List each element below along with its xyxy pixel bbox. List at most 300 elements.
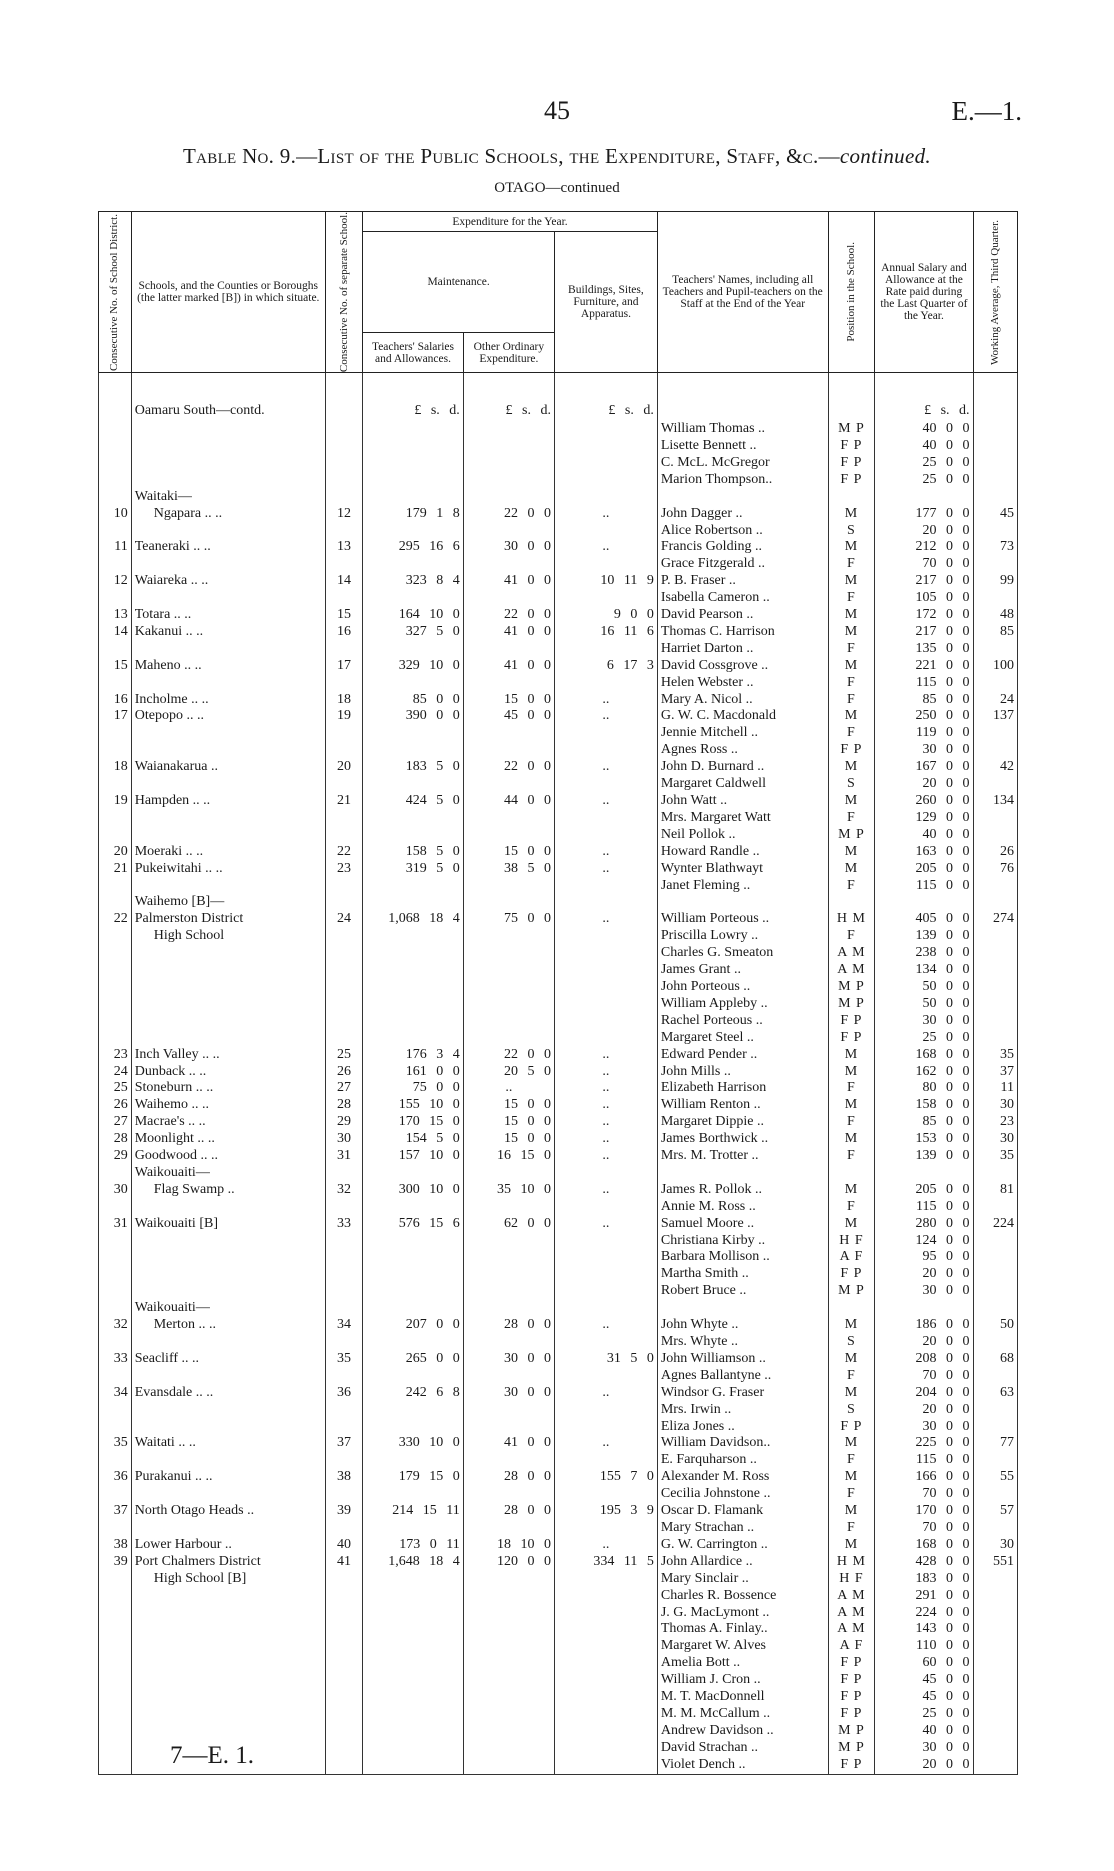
teacher-name: Alexander M. Ross [657, 1469, 828, 1486]
salaries [363, 472, 464, 489]
school-name [131, 945, 325, 962]
teacher-name: Jennie Mitchell .. [657, 725, 828, 742]
buildings: 10 11 9 [554, 573, 657, 590]
position: M [828, 1537, 875, 1554]
annual-salary: 40 0 0 [875, 421, 973, 438]
buildings [554, 827, 657, 844]
other-expenditure [463, 725, 554, 742]
position: F [828, 1148, 875, 1165]
teacher-name: Elizabeth Harrison [657, 1080, 828, 1097]
buildings: .. [554, 1114, 657, 1131]
school-name: Waihemo [B]— [131, 894, 325, 911]
teacher-name: Amelia Bott .. [657, 1655, 828, 1672]
school-no [325, 1588, 362, 1605]
position: A M [828, 945, 875, 962]
school-name: Port Chalmers District [131, 1554, 325, 1571]
annual-salary: 30 0 0 [875, 1283, 973, 1300]
working-average: 50 [973, 1317, 1017, 1334]
school-no [325, 1283, 362, 1300]
school-name [131, 742, 325, 759]
school-no [325, 1165, 362, 1182]
position: F [828, 810, 875, 827]
annual-salary: 238 0 0 [875, 945, 973, 962]
other-expenditure [463, 556, 554, 573]
working-average [973, 742, 1017, 759]
district-no: 15 [99, 658, 132, 675]
table-row [99, 506, 1018, 523]
working-average: 77 [973, 1435, 1017, 1452]
annual-salary: 85 0 0 [875, 1114, 973, 1131]
annual-salary: 153 0 0 [875, 1131, 973, 1148]
school-no [325, 1266, 362, 1283]
position: F P [828, 1706, 875, 1723]
salaries [363, 894, 464, 911]
school-no [325, 1706, 362, 1723]
annual-salary: 40 0 0 [875, 1723, 973, 1740]
other-expenditure [463, 928, 554, 945]
annual-salary: 45 0 0 [875, 1689, 973, 1706]
teacher-name: Thomas A. Finlay.. [657, 1621, 828, 1638]
salaries [363, 421, 464, 438]
other-expenditure [463, 641, 554, 658]
working-average [973, 1013, 1017, 1030]
annual-salary: 40 0 0 [875, 827, 973, 844]
page-number: 45 [544, 96, 570, 125]
school-name: Hampden .. .. [131, 793, 325, 810]
position: F [828, 641, 875, 658]
buildings: .. [554, 1148, 657, 1165]
other-expenditure: .. [463, 1080, 554, 1097]
other-expenditure [463, 1655, 554, 1672]
working-average [973, 1723, 1017, 1740]
district-no: 20 [99, 844, 132, 861]
table-row [99, 945, 1018, 962]
salaries [363, 1621, 464, 1638]
table-row [99, 1283, 1018, 1300]
district-no: 18 [99, 759, 132, 776]
header-teachers: Teachers' Names, including all Teachers and Pupil-teachers on the Staff at the End of the Year [657, 212, 828, 373]
buildings [554, 641, 657, 658]
table-row [99, 692, 1018, 709]
other-expenditure [463, 827, 554, 844]
position: M P [828, 996, 875, 1013]
district-no [99, 1655, 132, 1672]
district-no: 10 [99, 506, 132, 523]
buildings [554, 1419, 657, 1436]
annual-salary: 166 0 0 [875, 1469, 973, 1486]
salaries [363, 1706, 464, 1723]
position: S [828, 776, 875, 793]
buildings [554, 455, 657, 472]
school-no [325, 1030, 362, 1047]
buildings: .. [554, 1182, 657, 1199]
position: M [828, 1216, 875, 1233]
annual-salary: 70 0 0 [875, 1368, 973, 1385]
teacher-name: Helen Webster .. [657, 675, 828, 692]
district-no [99, 1452, 132, 1469]
other-expenditure [463, 1672, 554, 1689]
district-no [99, 1283, 132, 1300]
table-row [99, 776, 1018, 793]
school-no [325, 438, 362, 455]
position: F [828, 1368, 875, 1385]
school-name: Waikouaiti— [131, 1165, 325, 1182]
school-no [325, 556, 362, 573]
school-name [131, 1199, 325, 1216]
working-average: 551 [973, 1554, 1017, 1571]
working-average [973, 556, 1017, 573]
working-average [973, 1165, 1017, 1182]
school-name [131, 1672, 325, 1689]
salaries [363, 641, 464, 658]
annual-salary: 221 0 0 [875, 658, 973, 675]
other-expenditure: 41 0 0 [463, 658, 554, 675]
annual-salary: 60 0 0 [875, 1655, 973, 1672]
position [828, 489, 875, 506]
school-no: 36 [325, 1385, 362, 1402]
school-no: 21 [325, 793, 362, 810]
working-average [973, 472, 1017, 489]
working-average: 137 [973, 708, 1017, 725]
salaries: 323 8 4 [363, 573, 464, 590]
position: M P [828, 979, 875, 996]
buildings [554, 1638, 657, 1655]
working-average [973, 1249, 1017, 1266]
school-name: Waianakarua .. [131, 759, 325, 776]
school-name: Flag Swamp .. [131, 1182, 325, 1199]
buildings [554, 725, 657, 742]
other-expenditure: 30 0 0 [463, 1385, 554, 1402]
annual-salary: 115 0 0 [875, 1199, 973, 1216]
school-name: Macrae's .. .. [131, 1114, 325, 1131]
table-row [99, 861, 1018, 878]
table-row [99, 1249, 1018, 1266]
buildings: .. [554, 1047, 657, 1064]
working-average: 73 [973, 539, 1017, 556]
buildings: .. [554, 844, 657, 861]
other-expenditure: 41 0 0 [463, 624, 554, 641]
school-no [325, 1723, 362, 1740]
school-name [131, 1655, 325, 1672]
teacher-name: G. W. Carrington .. [657, 1537, 828, 1554]
header-position: Position in the School. [828, 212, 875, 373]
table-row [99, 1216, 1018, 1233]
position: F P [828, 1689, 875, 1706]
salaries: 330 10 0 [363, 1435, 464, 1452]
other-expenditure [463, 996, 554, 1013]
working-average [973, 1266, 1017, 1283]
table-title [0, 144, 1114, 169]
school-no [325, 472, 362, 489]
district-no: 30 [99, 1182, 132, 1199]
table-row [99, 1689, 1018, 1706]
other-expenditure [463, 1706, 554, 1723]
buildings: .. [554, 911, 657, 928]
school-no [325, 1740, 362, 1757]
annual-salary: 25 0 0 [875, 455, 973, 472]
table-row [99, 1571, 1018, 1588]
position: F P [828, 455, 875, 472]
position [828, 1165, 875, 1182]
school-no: 34 [325, 1317, 362, 1334]
other-expenditure [463, 1165, 554, 1182]
working-average: 99 [973, 573, 1017, 590]
annual-salary: 250 0 0 [875, 708, 973, 725]
position [828, 1300, 875, 1317]
working-average [973, 827, 1017, 844]
teacher-name: P. B. Fraser .. [657, 573, 828, 590]
salaries [363, 1655, 464, 1672]
salaries [363, 1588, 464, 1605]
working-average: 81 [973, 1182, 1017, 1199]
district-no [99, 1402, 132, 1419]
salaries [363, 725, 464, 742]
school-name [131, 523, 325, 540]
school-name: Teaneraki .. .. [131, 539, 325, 556]
district-no: 17 [99, 708, 132, 725]
table-row [99, 962, 1018, 979]
school-no [325, 1571, 362, 1588]
annual-salary: 204 0 0 [875, 1385, 973, 1402]
table-row [99, 1605, 1018, 1622]
teacher-name [657, 894, 828, 911]
salaries: 155 10 0 [363, 1097, 464, 1114]
working-average [973, 1706, 1017, 1723]
school-no [325, 1402, 362, 1419]
annual-salary: 167 0 0 [875, 759, 973, 776]
buildings [554, 979, 657, 996]
school-name [131, 1723, 325, 1740]
buildings: 9 0 0 [554, 607, 657, 624]
annual-salary: 50 0 0 [875, 996, 973, 1013]
school-name: Waihemo .. .. [131, 1097, 325, 1114]
district-no [99, 810, 132, 827]
school-name [131, 641, 325, 658]
annual-salary: 208 0 0 [875, 1351, 973, 1368]
salaries [363, 1402, 464, 1419]
working-average: 23 [973, 1114, 1017, 1131]
position: F P [828, 1266, 875, 1283]
working-average: 63 [973, 1385, 1017, 1402]
other-expenditure: 22 0 0 [463, 607, 554, 624]
salaries: 183 5 0 [363, 759, 464, 776]
school-no: 20 [325, 759, 362, 776]
working-average: 68 [973, 1351, 1017, 1368]
district-no: 33 [99, 1351, 132, 1368]
school-name: Waikouaiti— [131, 1300, 325, 1317]
school-name [131, 878, 325, 895]
schools-table [98, 211, 1018, 1775]
teacher-name: Mrs. Irwin .. [657, 1402, 828, 1419]
other-expenditure: 18 10 0 [463, 1537, 554, 1554]
buildings [554, 556, 657, 573]
district-no [99, 1249, 132, 1266]
salaries [363, 1452, 464, 1469]
table-row [99, 742, 1018, 759]
salaries [363, 1030, 464, 1047]
teacher-name: Eliza Jones .. [657, 1419, 828, 1436]
other-expenditure: 41 0 0 [463, 573, 554, 590]
table-row [99, 1452, 1018, 1469]
buildings: .. [554, 861, 657, 878]
district-no: 34 [99, 1385, 132, 1402]
unit-annual: £ s. d. [875, 401, 973, 421]
position: M P [828, 421, 875, 438]
salaries [363, 962, 464, 979]
buildings [554, 1283, 657, 1300]
working-average [973, 641, 1017, 658]
buildings [554, 1199, 657, 1216]
school-name: Waitati .. .. [131, 1435, 325, 1452]
annual-salary: 20 0 0 [875, 1266, 973, 1283]
annual-salary: 30 0 0 [875, 742, 973, 759]
school-no [325, 725, 362, 742]
district-no [99, 725, 132, 742]
other-expenditure [463, 962, 554, 979]
salaries [363, 1233, 464, 1250]
other-expenditure [463, 1199, 554, 1216]
buildings: .. [554, 1317, 657, 1334]
teacher-name: Charles R. Bossence [657, 1588, 828, 1605]
position: M [828, 1503, 875, 1520]
district-no [99, 1419, 132, 1436]
school-no: 33 [325, 1216, 362, 1233]
salaries: 214 15 11 [363, 1503, 464, 1520]
buildings: .. [554, 1435, 657, 1452]
table-row [99, 725, 1018, 742]
school-no [325, 1520, 362, 1537]
other-expenditure [463, 489, 554, 506]
teacher-name: C. McL. McGregor [657, 455, 828, 472]
salaries [363, 590, 464, 607]
school-name [131, 979, 325, 996]
position: S [828, 1334, 875, 1351]
school-name [131, 438, 325, 455]
salaries [363, 810, 464, 827]
position: F [828, 675, 875, 692]
school-name: Palmerston District [131, 911, 325, 928]
position: F [828, 1114, 875, 1131]
table-body [99, 373, 1018, 1775]
school-no [325, 1452, 362, 1469]
other-expenditure: 15 0 0 [463, 692, 554, 709]
school-no [325, 996, 362, 1013]
school-no [325, 810, 362, 827]
school-no: 27 [325, 1080, 362, 1097]
school-name [131, 1588, 325, 1605]
salaries [363, 878, 464, 895]
school-name: Totara .. .. [131, 607, 325, 624]
working-average [973, 1638, 1017, 1655]
district-no [99, 1689, 132, 1706]
buildings [554, 810, 657, 827]
position: F [828, 1486, 875, 1503]
teacher-name: William Davidson.. [657, 1435, 828, 1452]
salaries: 300 10 0 [363, 1182, 464, 1199]
table-row [99, 421, 1018, 438]
working-average [973, 489, 1017, 506]
position: F [828, 1520, 875, 1537]
table-row [99, 1013, 1018, 1030]
table-row [99, 1300, 1018, 1317]
table-row [99, 1655, 1018, 1672]
school-no [325, 1300, 362, 1317]
table-row [99, 590, 1018, 607]
other-expenditure [463, 1740, 554, 1757]
salaries [363, 1672, 464, 1689]
table-row [99, 472, 1018, 489]
position: F [828, 590, 875, 607]
district-no [99, 776, 132, 793]
annual-salary: 280 0 0 [875, 1216, 973, 1233]
salaries [363, 1419, 464, 1436]
teacher-name: John Allardice .. [657, 1554, 828, 1571]
working-average: 30 [973, 1131, 1017, 1148]
buildings [554, 1605, 657, 1622]
salaries: 85 0 0 [363, 692, 464, 709]
working-average [973, 996, 1017, 1013]
position: F [828, 878, 875, 895]
working-average [973, 1283, 1017, 1300]
table-row [99, 489, 1018, 506]
teacher-name: William Appleby .. [657, 996, 828, 1013]
school-name: Kakanui .. .. [131, 624, 325, 641]
district-no [99, 1706, 132, 1723]
school-name [131, 1233, 325, 1250]
annual-salary: 260 0 0 [875, 793, 973, 810]
salaries [363, 1300, 464, 1317]
table-row [99, 894, 1018, 911]
table-row [99, 1097, 1018, 1114]
teacher-name: James R. Pollok .. [657, 1182, 828, 1199]
buildings [554, 878, 657, 895]
school-no [325, 1655, 362, 1672]
teacher-name: Neil Pollok .. [657, 827, 828, 844]
working-average: 55 [973, 1469, 1017, 1486]
salaries [363, 1571, 464, 1588]
teacher-name: Margaret Caldwell [657, 776, 828, 793]
position: M [828, 607, 875, 624]
annual-salary: 45 0 0 [875, 1672, 973, 1689]
salaries [363, 827, 464, 844]
salaries [363, 1605, 464, 1622]
teacher-name: Robert Bruce .. [657, 1283, 828, 1300]
school-name [131, 725, 325, 742]
working-average [973, 590, 1017, 607]
annual-salary: 139 0 0 [875, 928, 973, 945]
annual-salary: 70 0 0 [875, 1486, 973, 1503]
position: A F [828, 1638, 875, 1655]
district-no [99, 556, 132, 573]
footer-signature: 7—E. 1. [170, 1742, 255, 1769]
annual-salary: 217 0 0 [875, 573, 973, 590]
salaries [363, 1740, 464, 1757]
table-row [99, 844, 1018, 861]
salaries: 327 5 0 [363, 624, 464, 641]
school-no [325, 979, 362, 996]
working-average [973, 928, 1017, 945]
school-no [325, 421, 362, 438]
table-row [99, 539, 1018, 556]
buildings [554, 1571, 657, 1588]
school-name: Stoneburn .. .. [131, 1080, 325, 1097]
district-no: 13 [99, 607, 132, 624]
unit-salaries: £ s. d. [363, 401, 464, 421]
position: M P [828, 827, 875, 844]
other-expenditure [463, 1419, 554, 1436]
buildings: 155 7 0 [554, 1469, 657, 1486]
annual-salary: 291 0 0 [875, 1588, 973, 1605]
